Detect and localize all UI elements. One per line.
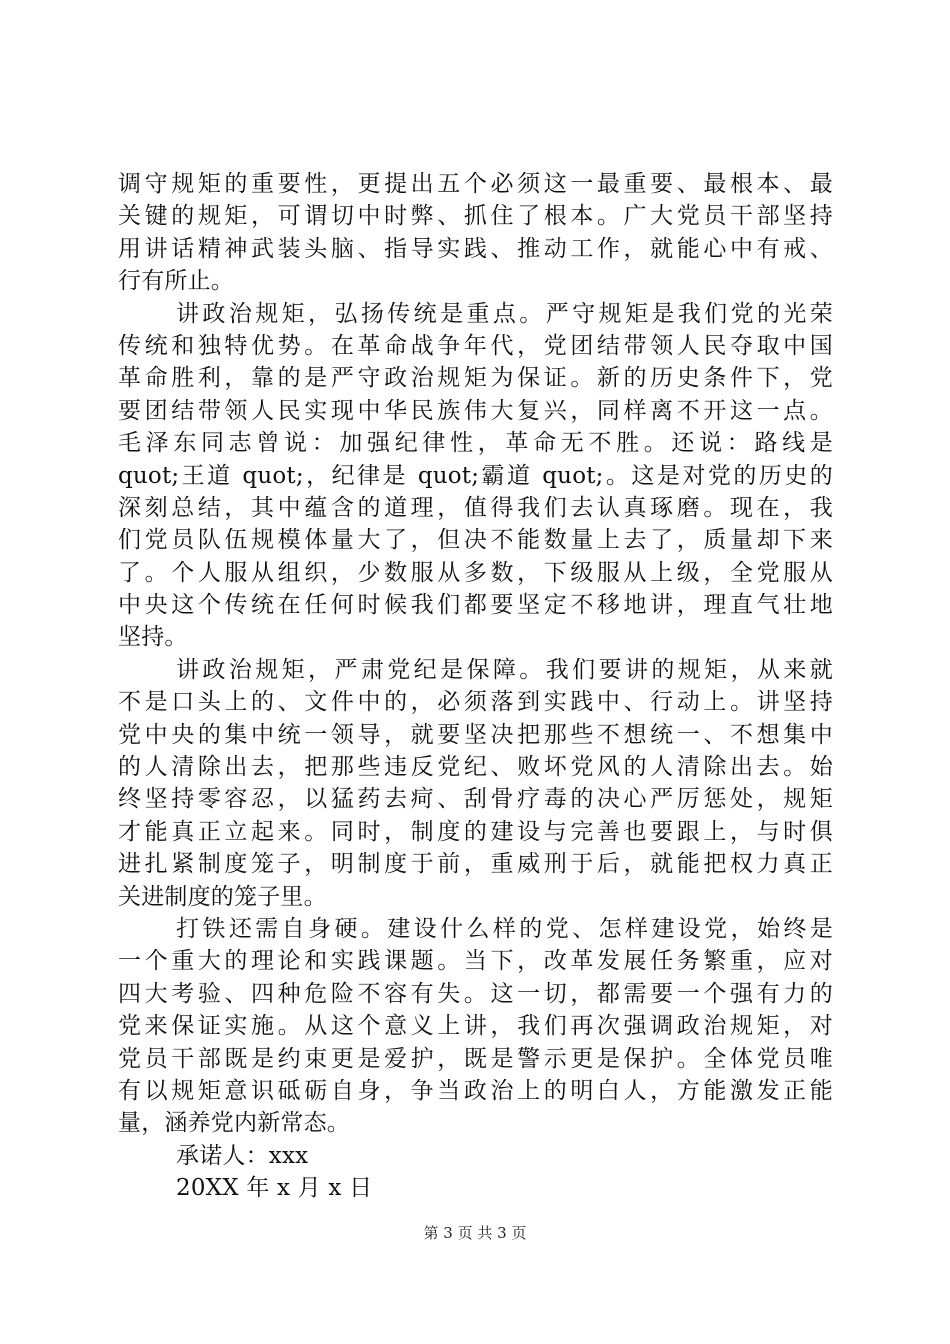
text-line: 党来保证实施。从这个意义上讲，我们再次强调政治规矩，对 <box>118 1013 833 1040</box>
text-line: quot;王道 quot;，纪律是 quot;霸道 quot;。这是对党的历史的 <box>118 462 833 489</box>
text-line: 才能真正立起来。同时，制度的建设与完善也要跟上，与时俱 <box>118 818 833 845</box>
text-line: 调守规矩的重要性，更提出五个必须这一最重要、最根本、最 <box>118 171 833 197</box>
text-line: 行有所止。 <box>118 268 234 295</box>
paragraph-first-line: 讲政治规矩，严肃党纪是保障。我们要讲的规矩，从来就 <box>176 656 833 683</box>
paragraph-first-line: 讲政治规矩，弘扬传统是重点。严守规矩是我们党的光荣 <box>176 300 833 327</box>
text-line: 关键的规矩，可谓切中时弊、抓住了根本。广大党员干部坚持 <box>118 203 833 230</box>
text-line: 进扎紧制度笼子，明制度于前，重威刑于后，就能把权力真正 <box>118 851 833 878</box>
document-body <box>118 168 833 1205</box>
text-line: 的人清除出去，把那些违反党纪、败坏党风的人清除出去。始 <box>118 754 833 781</box>
text-line: 党中央的集中统一领导，就要坚决把那些不想统一、不想集中 <box>118 721 833 748</box>
text-line: 传统和独特优势。在革命战争年代，党团结带领人民夺取中国 <box>118 332 833 359</box>
text-line: 关进制度的笼子里。 <box>118 883 327 910</box>
text-line: 终坚持零容忍，以猛药去疴、刮骨疗毒的决心严厉惩处，规矩 <box>118 786 833 813</box>
text-line: 坚持。 <box>118 624 188 651</box>
paragraph-first-line: 打铁还需自身硬。建设什么样的党、怎样建设党，始终是 <box>176 915 833 942</box>
text-line: 四大考验、四种危险不容有失。这一切，都需要一个强有力的 <box>118 980 833 1007</box>
text-line: 了。个人服从组织，少数服从多数，下级服从上级，全党服从 <box>118 559 833 586</box>
text-line: 一个重大的理论和实践课题。当下，改革发展任务繁重，应对 <box>118 948 833 975</box>
text-line: 革命胜利，靠的是严守政治规矩为保证。新的历史条件下，党 <box>118 365 833 392</box>
date-line: 20XX 年 x 月 x 日 <box>176 1175 373 1202</box>
text-line: 要团结带领人民实现中华民族伟大复兴，同样离不开这一点。 <box>118 397 833 424</box>
text-line: 中央这个传统在任何时候我们都要坚定不移地讲，理直气壮地 <box>118 592 833 619</box>
text-line: 党员干部既是约束更是爱护，既是警示更是保护。全体党员唯 <box>118 1045 833 1072</box>
text-line: 量，涵养党内新常态。 <box>118 1110 350 1137</box>
text-line: 们党员队伍规模体量大了，但决不能数量上去了，质量却下来 <box>118 527 833 554</box>
text-line: 用讲话精神武装头脑、指导实践、推动工作，就能心中有戒、 <box>118 235 833 262</box>
page-footer: 第 3 页 共 3 页 <box>423 1224 527 1242</box>
text-line: 有以规矩意识砥砺自身，争当政治上的明白人，方能激发正能 <box>118 1077 833 1104</box>
text-line: 毛泽东同志曾说：加强纪律性，革命无不胜。还说：路线是 <box>118 430 833 457</box>
signatory-line: 承诺人：xxx <box>176 1142 309 1169</box>
text-line: 不是口头上的、文件中的，必须落到实践中、行动上。讲坚持 <box>118 689 833 716</box>
text-line: 深刻总结，其中蕴含的道理，值得我们去认真琢磨。现在，我 <box>118 494 833 521</box>
